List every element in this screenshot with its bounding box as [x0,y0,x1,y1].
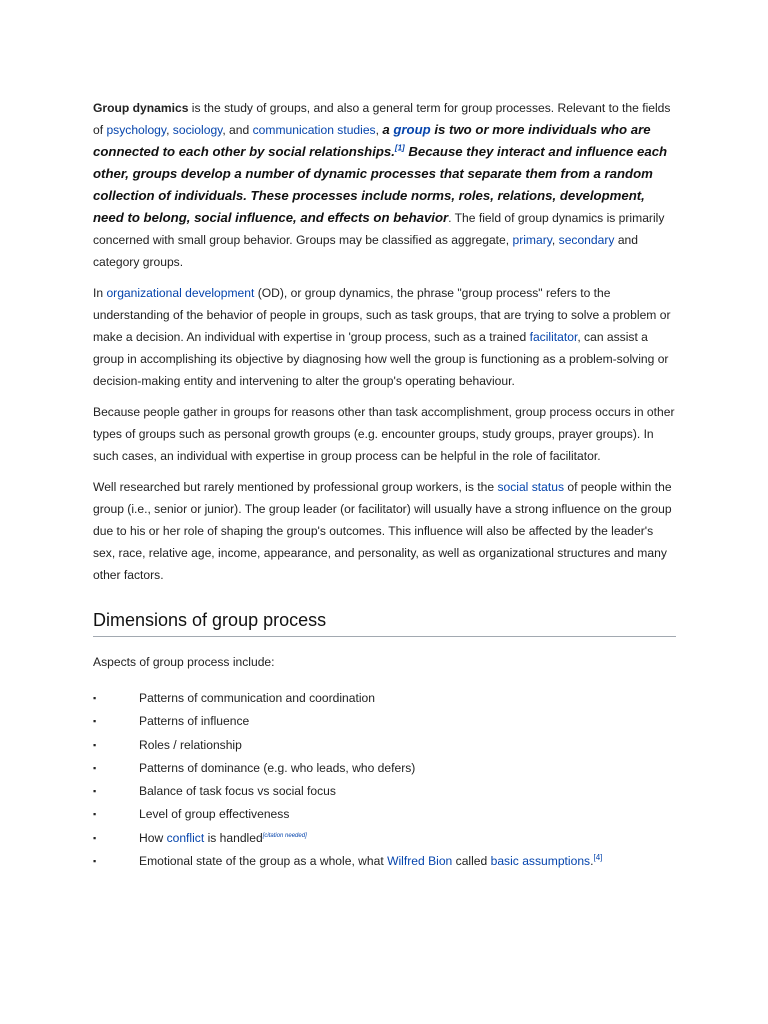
list-item-conflict [93,827,676,850]
bullet-icon: ▪ [93,693,97,703]
link-psychology[interactable]: psychology [106,123,167,137]
text: , [375,123,383,137]
text: . The field of group dynamics is primarily concerned with small group behavior. Groups may be classified as aggregate, [93,211,665,247]
text: , can assist a group in accomplishing its objective by diagnosing how well the group is functioning as a problem-solving or decision-making entity and intervening to alter the group's operating behaviour. [93,330,669,388]
link-organizational-development[interactable]: organizational development [106,286,255,300]
list-item [93,687,676,710]
text: called [452,854,491,869]
bullet-icon: ▪ [93,762,97,773]
link-facilitator[interactable]: facilitator [529,330,578,344]
link-social-status[interactable]: social status [497,480,564,494]
emphasis-definition [93,122,667,225]
link-primary[interactable]: primary [512,233,552,247]
text: Level of group effectiveness [139,807,290,822]
section-intro: Aspects of group process include: [93,655,275,669]
bullet-icon: ▪ [93,832,97,843]
text: Balance of task focus vs social focus [139,784,336,799]
list-item [93,803,676,826]
bullet-icon: ▪ [93,786,97,797]
list-item [93,734,676,757]
text: Well researched but rarely mentioned by professional group workers, is the [93,480,498,494]
link-sociology[interactable]: sociology [172,123,223,137]
paragraph-intro [93,97,676,273]
text: How [139,830,167,845]
link-basic-assumptions[interactable]: basic assumptions [490,854,591,869]
link-conflict[interactable]: conflict [166,830,205,845]
text: Roles / relationship [139,737,242,752]
list-item [93,710,676,733]
list-item [93,780,676,803]
text: is handled [204,830,263,845]
section-heading: Dimensions of group process [93,607,676,637]
bullet-icon: ▪ [93,809,97,820]
link-wilfred-bion[interactable]: Wilfred Bion [387,854,453,869]
text: Patterns of dominance (e.g. who leads, who defers) [139,760,416,775]
text: Patterns of communication and coordination [139,691,375,705]
list-item [93,757,676,780]
link-group[interactable]: group [393,122,431,137]
bullet-icon: ▪ [93,716,97,727]
text: and category groups. [93,233,638,269]
text: . [590,854,594,869]
citation-1[interactable]: [1] [394,143,405,153]
text: (OD), or group dynamics, the phrase "group process" refers to the understanding of the behavior of people in groups, such as task groups, that are trying to solve a problem or make a decision. An individual with expertise in 'group process, such as a trained [93,286,671,344]
text: is two or more individuals who are connected to each other by social relationships. [93,122,651,159]
text: , [551,233,559,247]
paragraph-social-status [93,476,676,586]
paragraph-od [93,282,676,392]
term-group-dynamics: Group dynamics [93,101,189,115]
text: a [382,122,394,137]
article-body [93,97,676,873]
paragraph-personal-growth: Because people gather in groups for reasons other than task accomplishment, group process occurs in other types of groups such as personal growth groups (e.g. encounter groups, study groups, prayer groups). In such cases, an individual with expertise in group process can be helpful in the role of facilitator. [93,405,675,463]
bullet-icon: ▪ [93,856,97,867]
text: is the study of groups, and also a general term for group processes. Relevant to the fields of [93,101,671,137]
link-communication-studies[interactable]: communication studies [252,123,376,137]
bullet-icon: ▪ [93,739,97,750]
aspects-list [93,687,676,873]
link-secondary[interactable]: secondary [558,233,615,247]
text: Emotional state of the group as a whole, what [139,854,388,869]
text: , [166,123,173,137]
citation-needed-link[interactable]: [citation needed] [262,832,307,839]
text: , and [222,123,253,137]
list-item-emotional-state [93,850,676,873]
text: Because they interact and influence each other, groups develop a number of dynamic processes that separate them from a random collection of individuals. These processes include norms, roles, relations, development, need to belong, social influence, and effects on behavior [93,144,668,225]
citation-4[interactable]: [4] [593,853,603,863]
text: In [93,286,107,300]
text: of people within the group (i.e., senior or junior). The group leader (or facilitator) will usually have a strong influence on the group due to his or her role of shaping the group's outcomes. This influence will also be affected by the leader's sex, race, relative age, income, appearance, and personality, as well as organizational structures and many other factors. [93,480,672,582]
text: Patterns of influence [139,714,250,729]
